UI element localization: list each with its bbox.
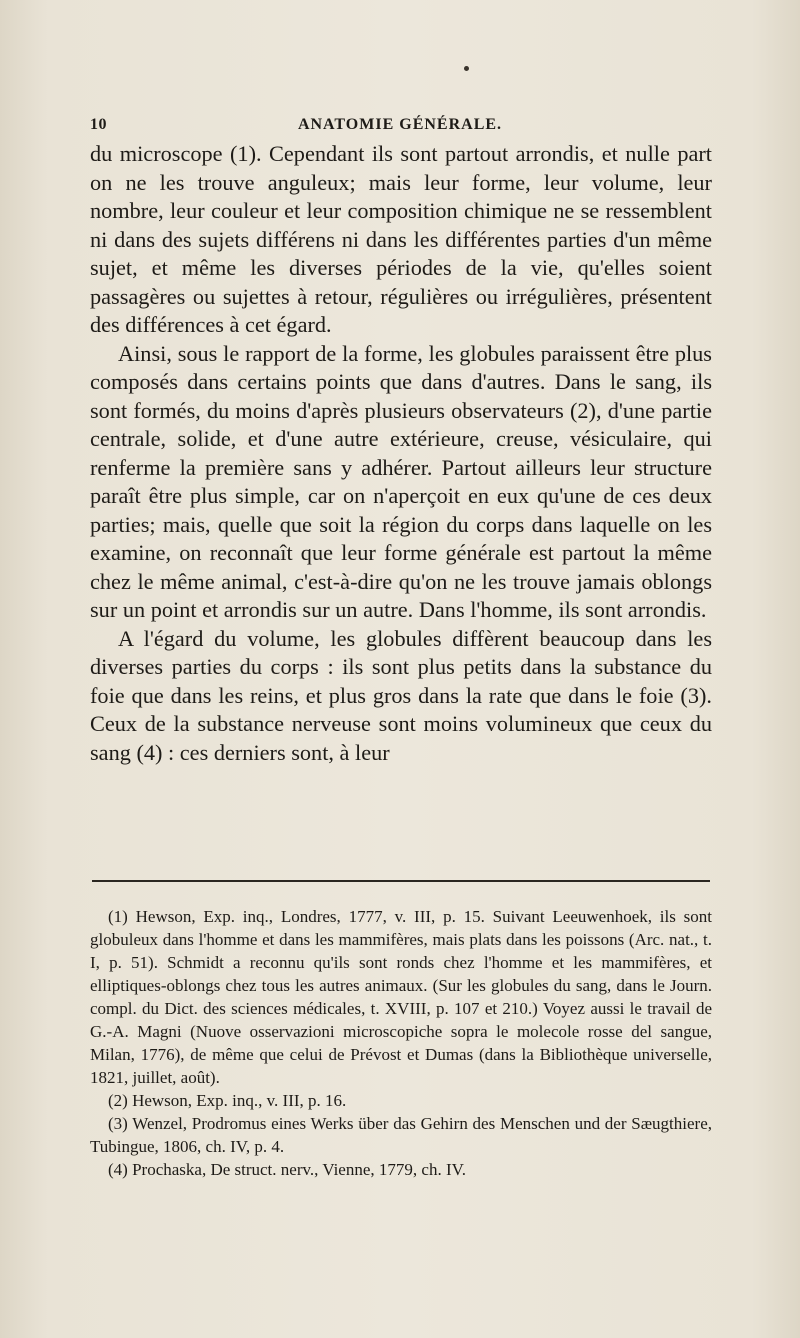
footnote: (2) Hewson, Exp. inq., v. III, p. 16. xyxy=(108,1091,347,1110)
footnote: (3) Wenzel, Prodromus eines Werks über das Gehirn des Menschen und der Sæugthiere, Tubingue, 1806, ch. IV, p. 4. xyxy=(90,1114,712,1156)
body-paragraph: A l'égard du volume, les globules diffèrent beaucoup dans les diverses parties du corps : ils sont plus petits dans la substance du foie que dans les reins, et plus gros dans la rate que dans le foie (3). Ceux de la substance nerveuse sont moins volumineux que ceux du sang (4) : ces derniers sont, à leur xyxy=(90,625,712,765)
body-text xyxy=(90,140,712,767)
page-number: 10 xyxy=(90,116,107,133)
footnote-divider xyxy=(92,880,710,882)
page-header xyxy=(90,116,710,140)
ink-spot xyxy=(464,66,469,71)
running-title: ANATOMIE GÉNÉRALE. xyxy=(297,116,503,133)
footnote: (1) Hewson, Exp. inq., Londres, 1777, v. III, p. 15. Suivant Leeuwenhoek, ils sont globuleux dans l'homme et dans les mammifères, mais plats dans les poissons (Arc. nat., t. I, p. 51). Schmidt a reconnu qu'ils sont ronds chez l'homme et les mammifères, et elliptiques-oblongs chez tous les autres animaux. (Sur les globules du sang, dans le Journ. compl. du Dict. des sciences médicales, t. XVIII, p. 107 et 210.) Voyez aussi le travail de G.-A. Magni (Nuove osservazioni microscopiche sopra le molecole rosse del sangue, Milan, 1776), de même que celui de Prévost et Dumas (dans la Bibliothèque universelle, 1821, juillet, août). xyxy=(90,907,712,1087)
body-paragraph: du microscope (1). Cependant ils sont partout arrondis, et nulle part on ne les trouve anguleux; mais leur forme, leur volume, leur nombre, leur couleur et leur composition chimique ne se ressemblent ni dans des sujets différens ni dans les différentes parties d'un même sujet, et même les diverses périodes de la vie, qu'elles soient passagères ou sujettes à retour, régulières ou irrégulières, présentent des différences à cet égard. xyxy=(90,141,712,337)
footnotes xyxy=(90,905,712,1181)
footnote: (4) Prochaska, De struct. nerv., Vienne, 1779, ch. IV. xyxy=(108,1160,466,1179)
body-paragraph: Ainsi, sous le rapport de la forme, les globules paraissent être plus composés dans certains points que dans d'autres. Dans le sang, ils sont formés, du moins d'après plusieurs observateurs (2), d'une partie centrale, solide, et d'une autre extérieure, creuse, vésiculaire, qui renferme la première sans y adhérer. Partout ailleurs leur structure paraît être plus simple, car on n'aperçoit en eux qu'une de ces deux parties; mais, quelle que soit la région du corps dans laquelle on les examine, on reconnaît que leur forme générale est partout la même chez le même animal, c'est-à-dire qu'on ne les trouve jamais oblongs sur un point et arrondis sur un autre. Dans l'homme, ils sont arrondis. xyxy=(90,340,712,622)
